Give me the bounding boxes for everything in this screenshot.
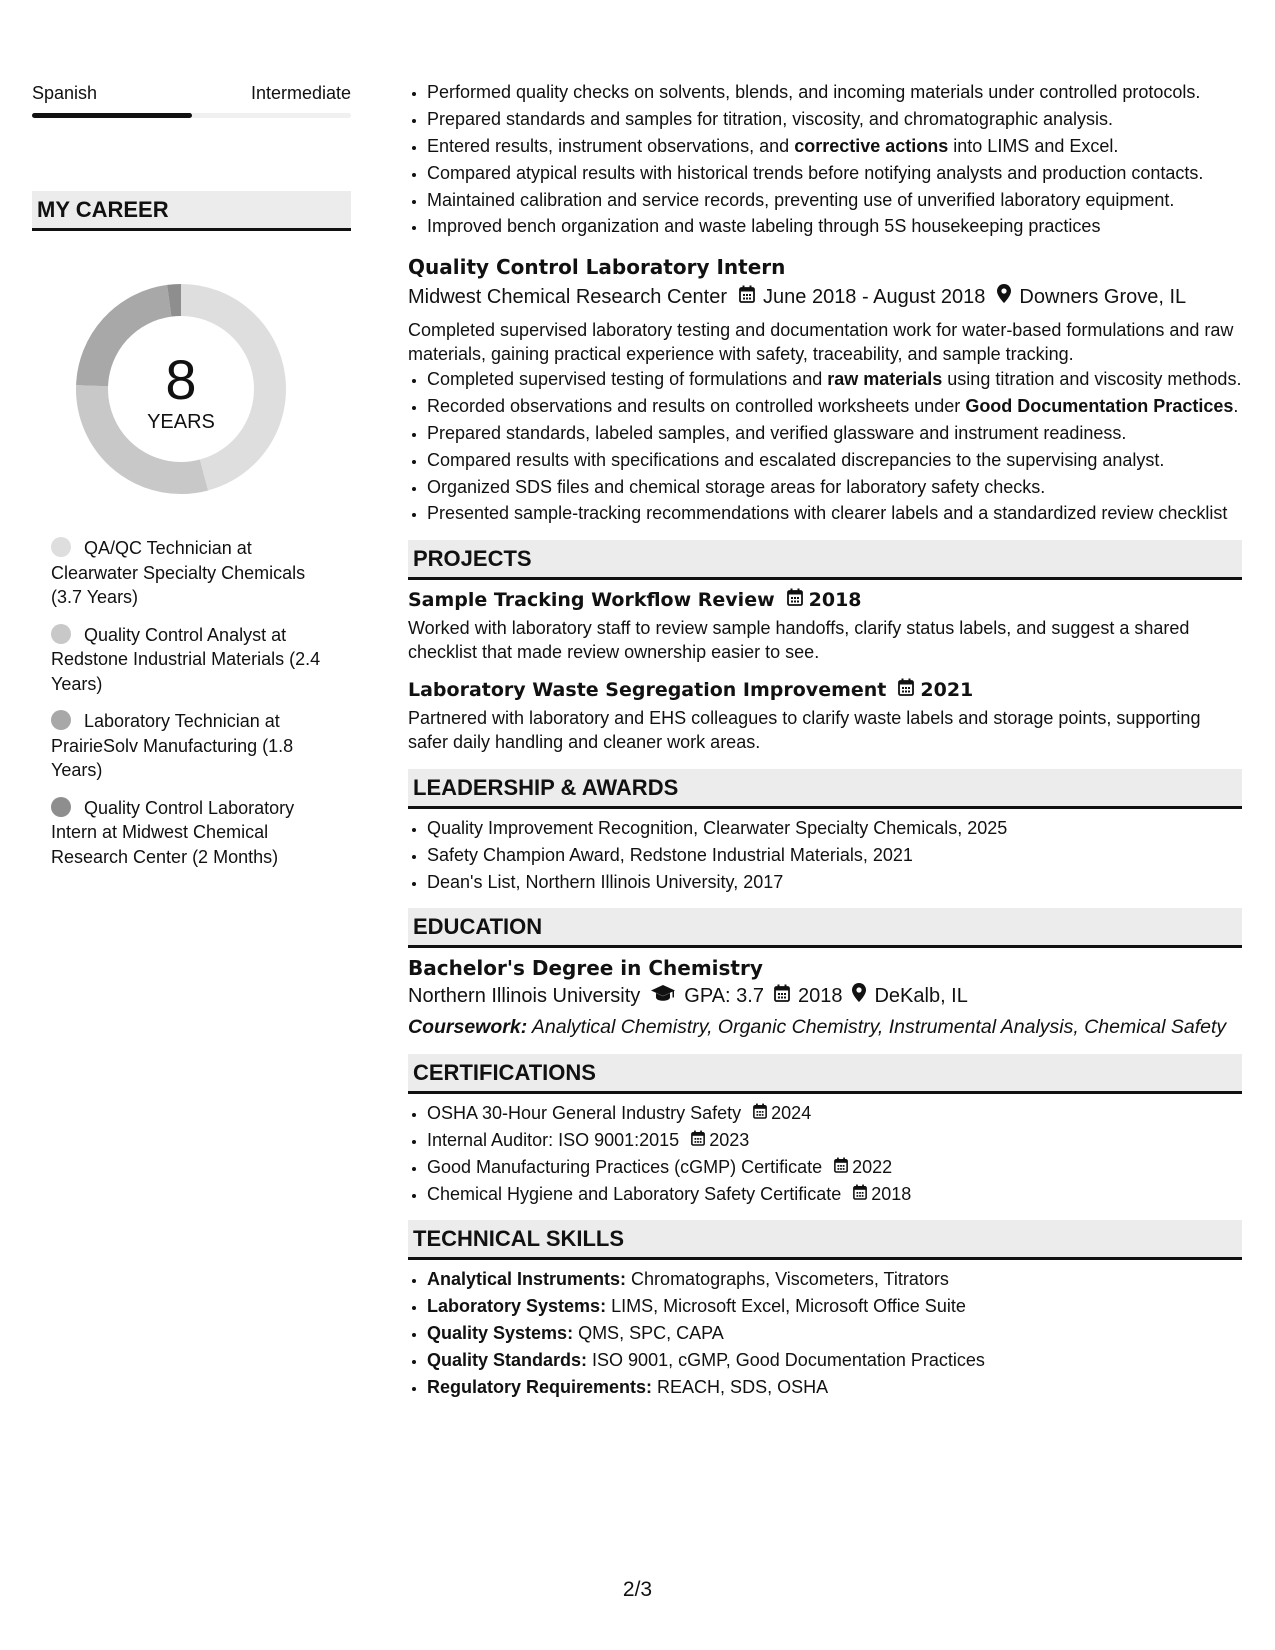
list-item: • Presented sample-tracking recommendations with clearer labels and a standardized review checklist <box>427 501 1242 526</box>
coursework-label: Coursework: <box>408 1016 528 1039</box>
degree-title: Bachelor's Degree in Chemistry <box>408 956 763 981</box>
education-heading: EDUCATION <box>408 908 1242 948</box>
coursework-list: Analytical Chemistry, Organic Chemistry, Instrumental Analysis, Chemical Safety <box>527 1016 1227 1039</box>
graduation-year: 2018 <box>797 985 843 1008</box>
skill-values: REACH, SDS, OSHA <box>652 1376 829 1397</box>
legend-label: QA/QC Technician at Clearwater Specialty Chemicals (3.7 Years) <box>51 538 306 607</box>
job-title: Quality Control Laboratory Intern <box>408 254 786 279</box>
bullet-text: Entered results, instrument observations, and <box>427 135 795 156</box>
list-item: • Performed quality checks on solvents, blends, and incoming materials under controlled protocols. <box>427 80 1242 105</box>
certifications-heading: CERTIFICATIONS <box>408 1054 1242 1094</box>
language-proficiency-fill <box>32 113 192 118</box>
career-donut-chart <box>66 274 296 504</box>
list-item: • Dean's List, Northern Illinois University, 2017 <box>427 870 1242 895</box>
skill-values: ISO 9001, cGMP, Good Documentation Practices <box>587 1350 985 1371</box>
previous-job-bullets <box>408 80 1242 239</box>
list-item: • Prepared standards and samples for titration, viscosity, and chromatographic analysis. <box>427 107 1242 132</box>
list-item <box>427 1321 1242 1346</box>
list-item <box>427 394 1242 419</box>
bullet-emphasis: Good Documentation Practices <box>965 395 1234 416</box>
job-company: Midwest Chemical Research Center <box>408 285 728 308</box>
awards-list <box>408 816 1242 894</box>
list-item <box>427 367 1242 392</box>
legend-label: Quality Control Analyst at Redstone Industrial Materials (2.4 Years) <box>51 624 321 694</box>
project-title-row <box>408 587 1242 613</box>
list-item <box>427 1375 1242 1400</box>
projects-heading: PROJECTS <box>408 540 1242 580</box>
map-pin-icon <box>997 283 1011 311</box>
legend-label: Laboratory Technician at PrairieSolv Manufacturing (1.8 Years) <box>51 711 294 780</box>
awards-heading: LEADERSHIP & AWARDS <box>408 769 1242 809</box>
bullet-text: Recorded observations and results on controlled worksheets under <box>427 395 966 416</box>
language-proficiency-bar <box>32 113 351 118</box>
project-title: Laboratory Waste Segregation Improvement <box>408 678 887 701</box>
project-description: Worked with laboratory staff to review sample handoffs, clarify status labels, and suggest a shared checklist that made review ownership easier to see. <box>408 617 1190 663</box>
list-item: • Compared atypical results with historical trends before notifying analysts and production contacts. <box>427 161 1242 186</box>
skill-category: Quality Systems: <box>427 1323 574 1344</box>
job-meta <box>408 283 1242 311</box>
skill-category: Laboratory Systems: <box>427 1296 607 1317</box>
skills-list <box>408 1267 1242 1399</box>
list-item: • Quality Improvement Recognition, Clearwater Specialty Chemicals, 2025 <box>427 816 1242 841</box>
cert-year: 2024 <box>771 1103 812 1124</box>
legend-item <box>51 796 323 870</box>
skill-values: Chromatographs, Viscometers, Titrators <box>626 1269 949 1290</box>
calendar-icon <box>898 677 914 703</box>
coursework <box>408 1014 1242 1040</box>
main-content <box>408 80 1242 1402</box>
language-level: Intermediate <box>250 83 351 103</box>
donut-center <box>66 274 296 504</box>
calendar-icon <box>753 1101 767 1126</box>
intern-bullets <box>408 367 1242 526</box>
list-item: • Improved bench organization and waste labeling through 5S housekeeping practices <box>427 214 1242 239</box>
calendar-icon <box>787 587 803 613</box>
cert-name: • Internal Auditor: ISO 9001:2015 <box>427 1130 680 1151</box>
school-name: Northern Illinois University <box>408 985 641 1008</box>
job-location: Downers Grove, IL <box>1019 285 1187 308</box>
project-description: Partnered with laboratory and EHS colleagues to clarify waste labels and storage points, supporting safer daily handling and cleaner work areas. <box>408 707 1201 753</box>
bullet-text: into LIMS and Excel. <box>948 135 1119 156</box>
graduation-cap-icon <box>650 982 676 1010</box>
cert-year: 2018 <box>871 1183 912 1204</box>
school-location: DeKalb, IL <box>874 985 968 1008</box>
legend-item <box>51 709 323 783</box>
project-year: 2021 <box>920 678 974 701</box>
calendar-icon <box>739 283 755 311</box>
career-total-unit: YEARS <box>147 411 215 433</box>
list-item <box>427 1155 1242 1180</box>
list-item: • Safety Champion Award, Redstone Industrial Materials, 2021 <box>427 843 1242 868</box>
cert-year: 2022 <box>852 1156 893 1177</box>
education-meta <box>408 982 1242 1010</box>
list-item <box>427 1128 1242 1153</box>
calendar-icon <box>774 982 790 1010</box>
list-item <box>427 134 1242 159</box>
legend-item <box>51 536 323 610</box>
legend-label: Quality Control Laboratory Intern at Midwest Chemical Research Center (2 Months) <box>51 797 295 867</box>
language-name: Spanish <box>32 83 98 103</box>
legend-dot <box>51 797 71 817</box>
skill-values: QMS, SPC, CAPA <box>573 1323 724 1344</box>
sidebar <box>32 80 351 882</box>
cert-name: • Good Manufacturing Practices (cGMP) Certificate <box>427 1156 823 1177</box>
skills-heading: TECHNICAL SKILLS <box>408 1220 1242 1260</box>
legend-dot <box>51 537 71 557</box>
list-item: • Prepared standards, labeled samples, and verified glassware and instrument readiness. <box>427 421 1242 446</box>
cert-name: • Chemical Hygiene and Laboratory Safety Certificate <box>427 1183 842 1204</box>
job-dates: June 2018 - August 2018 <box>763 285 986 308</box>
list-item <box>427 1294 1242 1319</box>
bullet-text: using titration and viscosity methods. <box>942 368 1242 389</box>
project-title-row <box>408 677 1242 703</box>
cert-year: 2023 <box>709 1130 750 1151</box>
calendar-icon <box>853 1182 867 1207</box>
page-number: 2/3 <box>622 1578 653 1601</box>
bullet-emphasis: corrective actions <box>794 135 949 156</box>
career-total-number: 8 <box>165 348 197 411</box>
skill-category: Quality Standards: <box>427 1350 588 1371</box>
map-pin-icon <box>852 982 866 1010</box>
skill-values: LIMS, Microsoft Excel, Microsoft Office Suite <box>606 1296 966 1317</box>
legend-item <box>51 623 323 697</box>
list-item: • Organized SDS files and chemical storage areas for laboratory safety checks. <box>427 475 1242 500</box>
calendar-icon <box>691 1128 705 1153</box>
skill-category: Analytical Instruments: <box>427 1269 627 1290</box>
calendar-icon <box>834 1155 848 1180</box>
list-item <box>427 1267 1242 1292</box>
language-row <box>32 80 351 106</box>
job-summary: Completed supervised laboratory testing and documentation work for water-based formulations and raw materials, gaining practical experience with safety, traceability, and sample tracking. <box>408 319 1234 365</box>
bullet-text: Completed supervised testing of formulations and <box>427 368 828 389</box>
bullet-text: . <box>1233 395 1239 416</box>
cert-name: • OSHA 30-Hour General Industry Safety <box>427 1103 742 1124</box>
legend-dot <box>51 710 71 730</box>
list-item <box>427 1101 1242 1126</box>
list-item <box>427 1348 1242 1373</box>
career-legend <box>32 536 351 869</box>
legend-dot <box>51 624 71 644</box>
project-year: 2018 <box>808 588 862 611</box>
list-item: • Maintained calibration and service records, preventing use of unverified laboratory equipment. <box>427 188 1242 213</box>
list-item <box>427 1182 1242 1207</box>
list-item: • Compared results with specifications and escalated discrepancies to the supervising analyst. <box>427 448 1242 473</box>
gpa: GPA: 3.7 <box>684 985 764 1008</box>
project-title: Sample Tracking Workflow Review <box>408 588 775 611</box>
bullet-emphasis: raw materials <box>827 368 943 389</box>
certifications-list <box>408 1101 1242 1206</box>
skill-category: Regulatory Requirements: <box>427 1376 653 1397</box>
career-heading: MY CAREER <box>32 191 351 231</box>
